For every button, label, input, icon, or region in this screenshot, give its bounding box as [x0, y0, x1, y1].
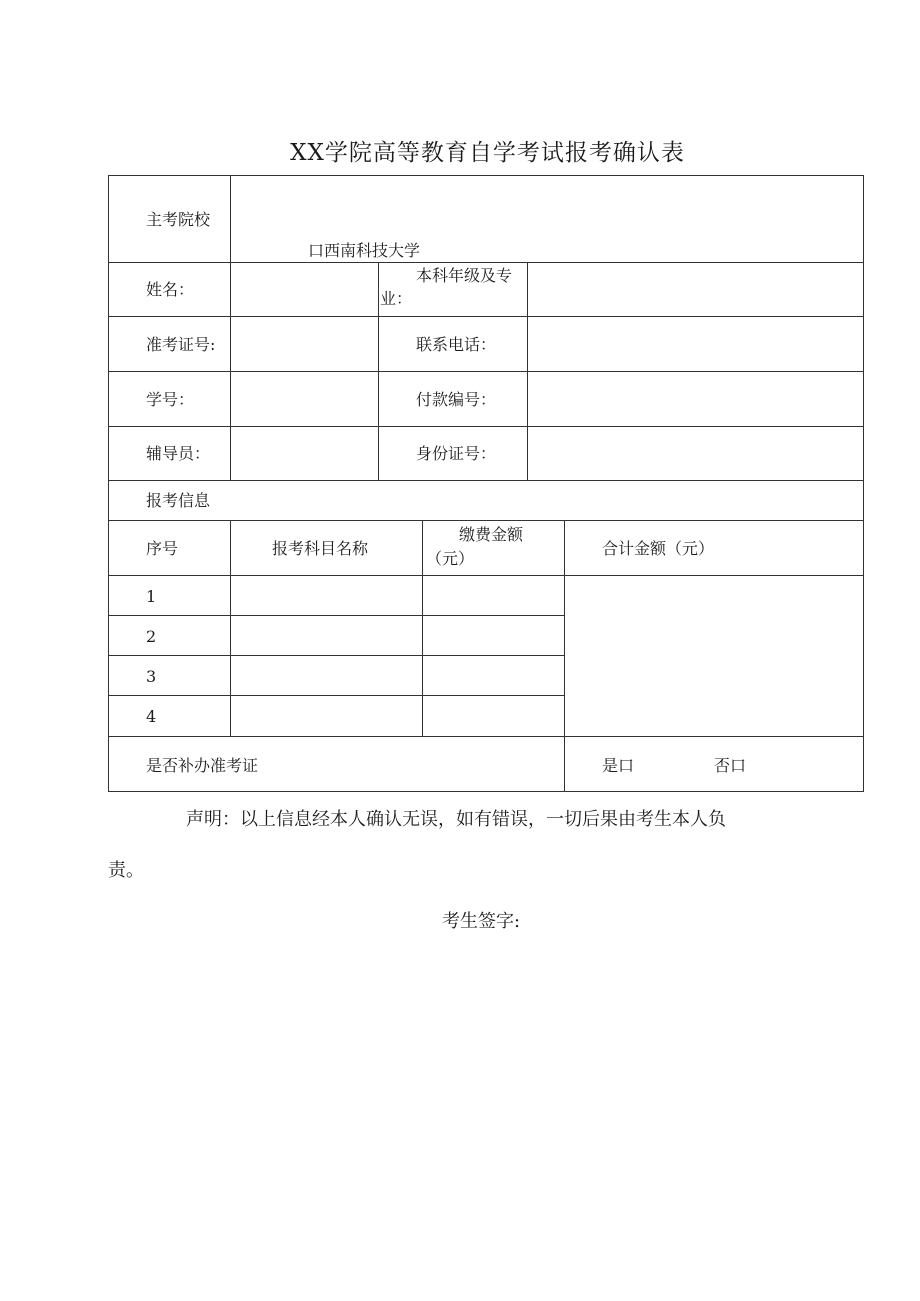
ticket-no-field[interactable] [231, 317, 377, 371]
subject-header: 报考科目名称 [272, 539, 369, 558]
id-card-field[interactable] [528, 427, 863, 480]
row-seq: 3 [146, 667, 157, 686]
declaration-line2: 责。 [108, 860, 144, 881]
subject-field[interactable] [231, 576, 421, 615]
page-title: XX学院高等教育自学考试报考确认表 [290, 140, 685, 166]
fee-header: 缴费金额 [459, 525, 524, 544]
phone-label: 联系电话： [416, 335, 497, 354]
col-divider [378, 262, 379, 480]
fee-field[interactable] [423, 616, 563, 655]
major-label: 本科年级及专 [416, 266, 513, 285]
fee-header-unit: （元） [426, 549, 475, 568]
signature-label: 考生签字: [442, 911, 521, 932]
row-seq: 1 [146, 587, 157, 606]
row-divider [108, 520, 864, 521]
major-label-cont: 业： [380, 289, 413, 308]
payment-no-field[interactable] [528, 372, 863, 426]
row-seq: 4 [146, 707, 157, 726]
row-divider [108, 480, 864, 481]
student-id-field[interactable] [231, 372, 377, 426]
phone-field[interactable] [528, 317, 863, 371]
fee-field[interactable] [423, 696, 563, 736]
id-card-label: 身份证号： [416, 444, 497, 463]
host-school-label: 主考院校 [146, 210, 211, 229]
payment-no-label: 付款编号： [416, 390, 497, 409]
declaration-line1: 声明：以上信息经本人确认无误，如有错误，一切后果由考生本人负 [186, 809, 726, 830]
total-field[interactable] [565, 576, 863, 736]
reissue-label: 是否补办准考证 [146, 756, 259, 775]
row-seq: 2 [146, 627, 157, 646]
name-label: 姓名： [146, 280, 195, 299]
name-field[interactable] [231, 263, 377, 316]
host-school-value: 口西南科技大学 [308, 241, 421, 260]
reissue-no-checkbox[interactable]: 否口 [714, 756, 747, 775]
total-header: 合计金额（元） [602, 539, 715, 558]
fee-field[interactable] [423, 656, 563, 695]
exam-info-label: 报考信息 [146, 491, 211, 510]
subject-field[interactable] [231, 656, 421, 695]
student-id-label: 学号： [146, 390, 195, 409]
counselor-label: 辅导员： [146, 444, 211, 463]
seq-header: 序号 [146, 539, 179, 558]
fee-field[interactable] [423, 576, 563, 615]
subject-field[interactable] [231, 616, 421, 655]
reissue-yes-checkbox[interactable]: 是口 [602, 756, 635, 775]
row-divider [108, 736, 864, 737]
major-field[interactable] [528, 263, 863, 316]
subject-field[interactable] [231, 696, 421, 736]
ticket-no-label: 准考证号: [146, 335, 216, 354]
counselor-field[interactable] [231, 427, 377, 480]
